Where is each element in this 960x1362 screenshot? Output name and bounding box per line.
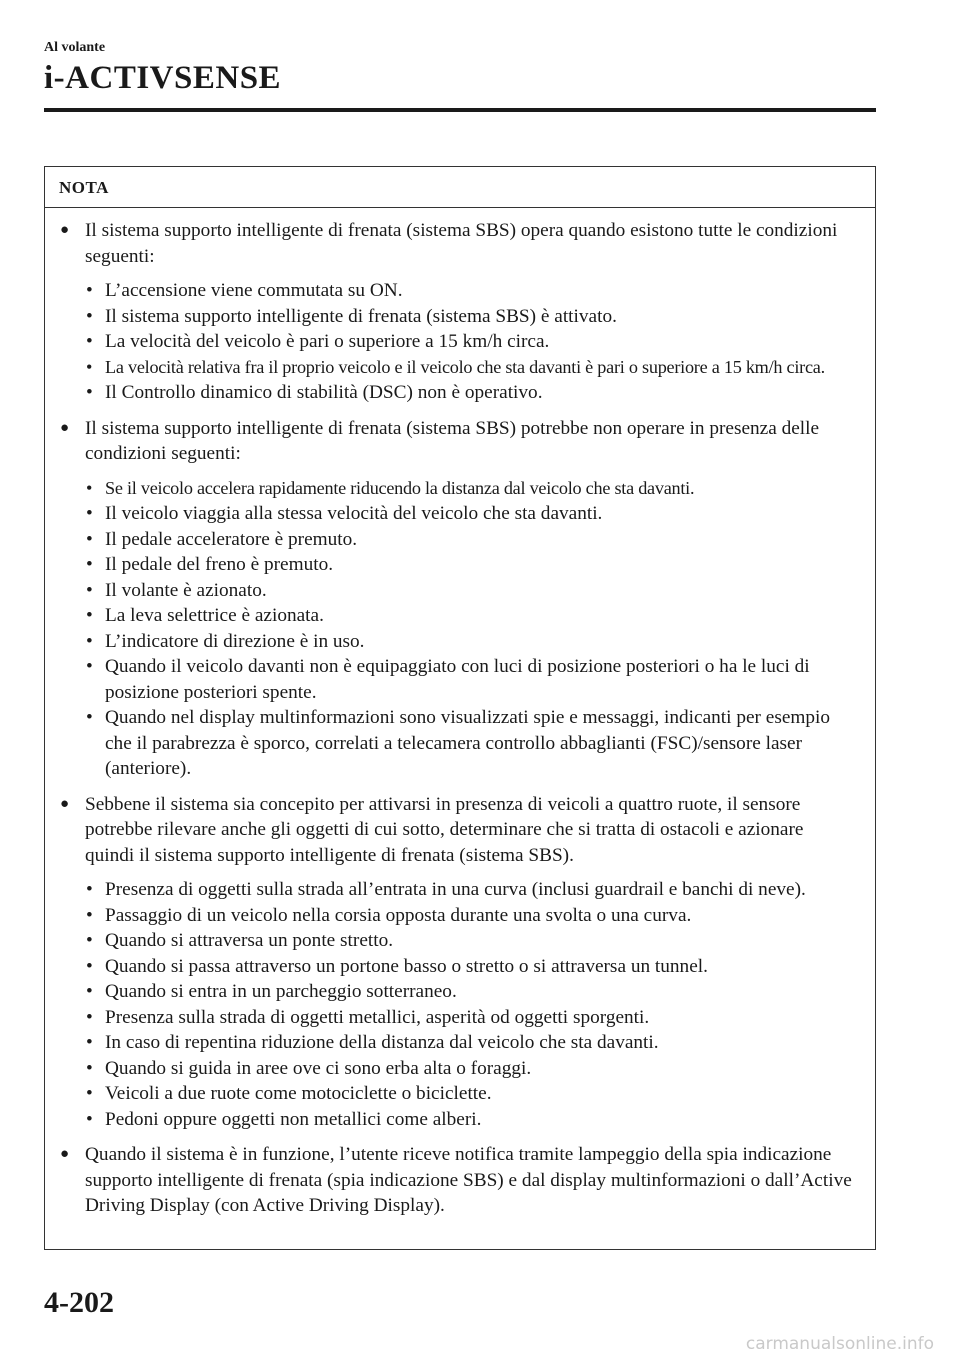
- note-item-text: Quando il sistema è in funzione, l’utente riceve notifica tramite lampeggio della spia indicazione supporto intelligente di frenata (spia indicazione SBS) e dal display multinformazioni o dall’Active Driving Display (con Active Driving Display).: [85, 1144, 852, 1216]
- sub-bullet-icon: •: [86, 280, 93, 301]
- note-subitem-text: Il volante è azionato.: [105, 579, 267, 601]
- note-subitem: [85, 380, 857, 406]
- note-subitem-text: Quando si entra in un parcheggio sotterraneo.: [105, 981, 457, 1002]
- note-subitem: [85, 1005, 857, 1031]
- note-subitem: [85, 329, 857, 355]
- sub-bullet-icon: •: [86, 1006, 93, 1028]
- note-subitem: [85, 954, 857, 980]
- note-item: [59, 1142, 857, 1219]
- note-item: [59, 792, 857, 1133]
- header-divider: [44, 108, 876, 112]
- note-subitem-text: Il veicolo viaggia alla stessa velocità del veicolo che sta davanti.: [105, 503, 603, 524]
- note-subitem-text: Quando il veicolo davanti non è equipaggiato con luci di posizione posteriori o ha le luci di posizione posteriori spente.: [105, 656, 810, 703]
- note-subitem-text: L’indicatore di direzione è in uso.: [105, 630, 365, 652]
- note-subitem: [85, 355, 857, 381]
- note-subitem: [85, 552, 857, 578]
- note-subitem: [85, 705, 857, 782]
- note-subitem-text: Pedoni oppure oggetti non metallici come alberi.: [105, 1108, 482, 1130]
- note-subitem-text: Quando nel display multinformazioni sono visualizzati spie e messaggi, indicanti per esempio che il parabrezza è sporco, correlati a telecamera controllo abbaglianti (FSC)/sensore laser (anteriore).: [105, 707, 831, 779]
- section-label: Al volante: [44, 40, 106, 55]
- note-subitem: [85, 1030, 857, 1056]
- note-subitem: [85, 476, 857, 502]
- note-subitem: [85, 928, 857, 954]
- bullet-icon: ●: [60, 1146, 70, 1162]
- note-item-text: Sebbene il sistema sia concepito per attivarsi in presenza di veicoli a quattro ruote, il sensore potrebbe rilevare anche gli oggetti di cui sotto, determinare che si tratta di ostacoli e azionare quindi il sistema supporto intelligente di frenata (sistema SBS).: [85, 793, 804, 866]
- note-subitem: [85, 578, 857, 604]
- note-subitem-text: Veicoli a due ruote come motociclette o biciclette.: [105, 1083, 492, 1104]
- sub-bullet-icon: •: [86, 630, 93, 652]
- note-subitem-text: La velocità del veicolo è pari o superiore a 15 km/h circa.: [105, 331, 550, 352]
- note-subitem-text: Il pedale del freno è premuto.: [105, 554, 334, 575]
- note-subitem: [85, 1081, 857, 1107]
- sub-bullet-icon: •: [86, 477, 93, 498]
- sub-bullet-icon: •: [86, 930, 93, 951]
- sub-bullet-icon: •: [86, 1083, 93, 1104]
- note-subitem: [85, 979, 857, 1005]
- bullet-icon: ●: [60, 419, 70, 436]
- sub-bullet-icon: •: [86, 554, 93, 575]
- note-subitem-text: Presenza sulla strada di oggetti metallici, asperità od oggetti sporgenti.: [105, 1006, 650, 1028]
- note-subitem: [85, 278, 857, 304]
- sub-bullet-icon: •: [86, 503, 93, 524]
- note-subitem-text: Passaggio di un veicolo nella corsia opposta durante una svolta o una curva.: [105, 904, 692, 926]
- watermark-link[interactable]: carmanualsonline.info: [745, 1334, 934, 1354]
- note-subitem-text: Quando si guida in aree ove ci sono erba alta o foraggi.: [105, 1057, 532, 1079]
- page-title: i-ACTIVSENSE: [44, 60, 282, 96]
- sub-bullet-icon: •: [86, 528, 93, 550]
- note-subitem-text: La velocità relativa fra il proprio veicolo e il veicolo che sta davanti è pari o superiore a 15 km/h circa.: [105, 356, 825, 377]
- sub-bullet-icon: •: [86, 331, 93, 352]
- note-subitem: [85, 903, 857, 929]
- note-subitem: [85, 877, 857, 903]
- note-subitem-text: Presenza di oggetti sulla strada all’entrata in una curva (inclusi guardrail e banchi di neve).: [105, 879, 806, 900]
- note-subitem-text: Quando si passa attraverso un portone basso o stretto o si attraversa un tunnel.: [105, 955, 708, 977]
- note-subitem: [85, 654, 857, 705]
- note-subitem: [85, 1056, 857, 1082]
- note-subitem: [85, 603, 857, 629]
- sub-bullet-icon: •: [86, 1108, 93, 1130]
- note-subitem-text: Quando si attraversa un ponte stretto.: [105, 930, 394, 951]
- sub-bullet-icon: •: [86, 904, 93, 926]
- bullet-icon: ●: [60, 795, 70, 812]
- sub-bullet-icon: •: [86, 955, 93, 977]
- sub-bullet-icon: •: [86, 305, 93, 327]
- sub-bullet-icon: •: [86, 1057, 93, 1079]
- sub-bullet-icon: •: [86, 1032, 93, 1053]
- sub-bullet-icon: •: [86, 656, 93, 677]
- note-heading: NOTA: [45, 167, 875, 208]
- sub-bullet-icon: •: [86, 879, 93, 900]
- sub-bullet-icon: •: [86, 605, 93, 626]
- note-subitem-text: Il Controllo dinamico di stabilità (DSC) non è operativo.: [105, 382, 543, 403]
- note-item-text: Il sistema supporto intelligente di frenata (sistema SBS) opera quando esistono tutte le condizioni seguenti:: [85, 220, 838, 267]
- note-box: [44, 166, 876, 1250]
- sub-bullet-icon: •: [86, 382, 93, 403]
- note-subitem-text: La leva selettrice è azionata.: [105, 605, 324, 626]
- note-sublist: [85, 476, 857, 782]
- note-item: [59, 218, 857, 406]
- note-body: [45, 208, 875, 1219]
- sub-bullet-icon: •: [86, 707, 93, 728]
- note-subitem-text: Il pedale acceleratore è premuto.: [105, 528, 358, 550]
- note-item-text: Il sistema supporto intelligente di frenata (sistema SBS) potrebbe non operare in presenza delle condizioni seguenti:: [85, 417, 820, 464]
- note-subitem: [85, 629, 857, 655]
- note-sublist: [85, 877, 857, 1132]
- page-number: 4-202: [44, 1286, 114, 1319]
- note-subitem-text: L’accensione viene commutata su ON.: [105, 280, 403, 301]
- note-subitem-text: Il sistema supporto intelligente di frenata (sistema SBS) è attivato.: [105, 305, 617, 327]
- note-item: [59, 416, 857, 782]
- sub-bullet-icon: •: [86, 356, 93, 377]
- note-subitem-text: In caso di repentina riduzione della distanza dal veicolo che sta davanti.: [105, 1032, 659, 1053]
- note-subitem: [85, 501, 857, 527]
- note-subitem: [85, 304, 857, 330]
- sub-bullet-icon: •: [86, 981, 93, 1002]
- sub-bullet-icon: •: [86, 579, 93, 601]
- note-subitem: [85, 527, 857, 553]
- note-subitem-text: Se il veicolo accelera rapidamente riducendo la distanza dal veicolo che sta davanti.: [105, 477, 695, 498]
- bullet-icon: ●: [60, 222, 70, 238]
- note-subitem: [85, 1107, 857, 1133]
- note-sublist: [85, 278, 857, 406]
